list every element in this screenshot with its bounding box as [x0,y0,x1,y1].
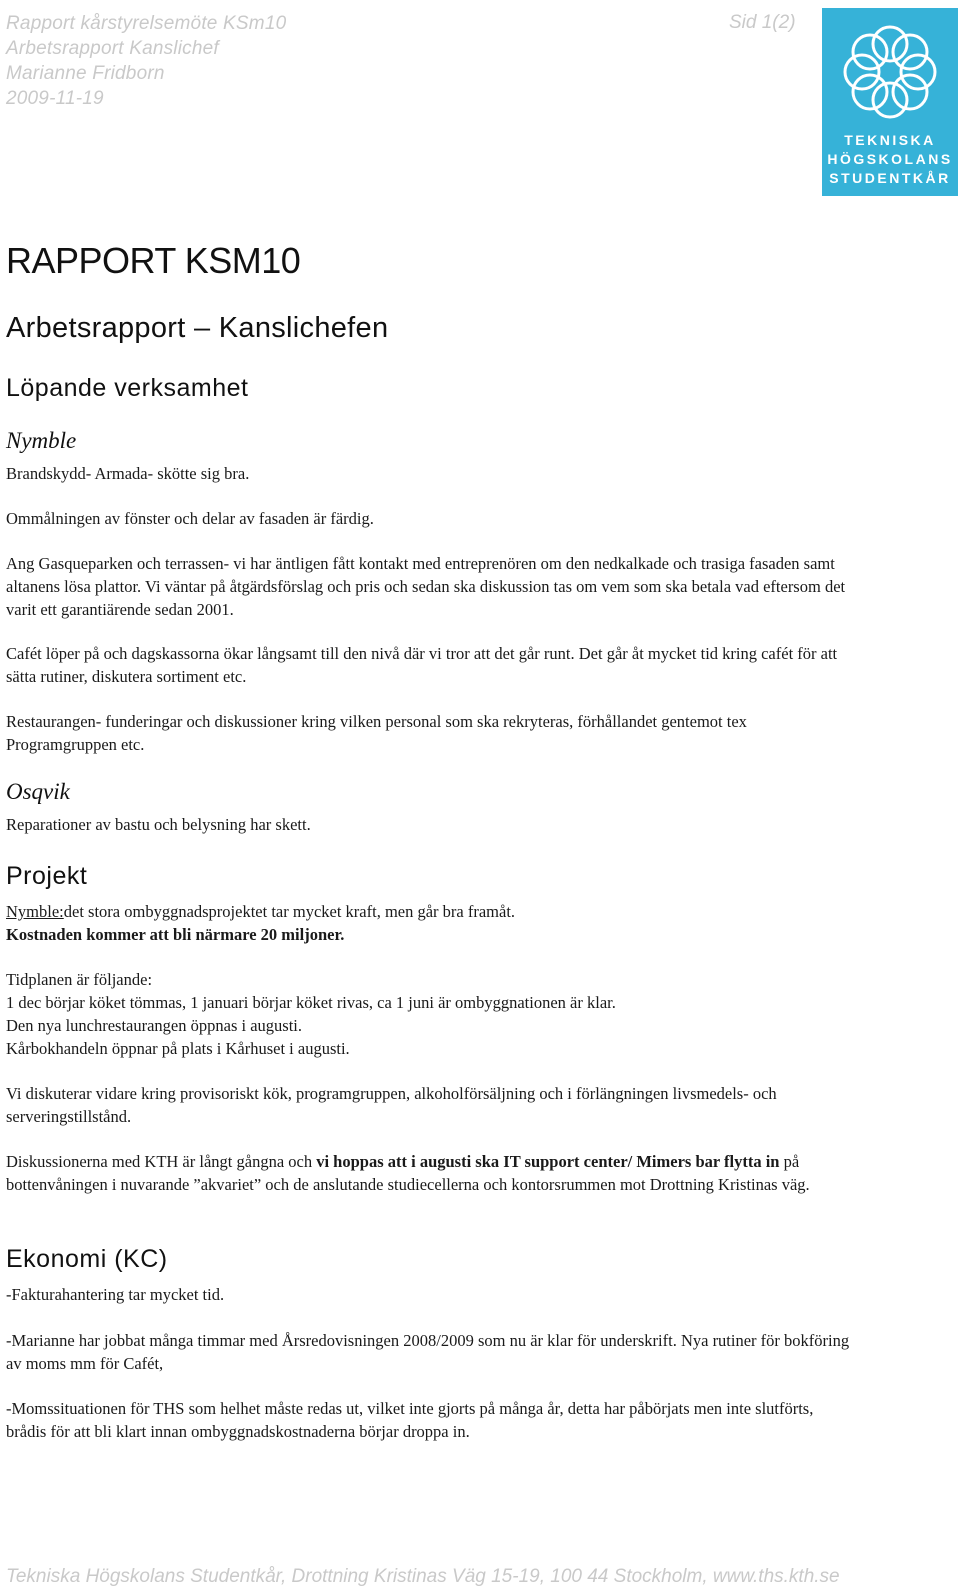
paragraph-osqvik: Reparationer av bastu och belysning har skett. [6,815,311,834]
paragraph-arsredovisning: -Marianne har jobbat många timmar med Årsredovisningen 2008/2009 som nu är klar för underskrift. Nya rutiner för bokföring av moms mm för Cafét, [6,1331,850,1373]
paragraph-cafet [6,642,856,688]
paragraph-kth [6,1150,856,1196]
paragraph-gasqueparken [6,552,856,621]
header-report-title: Rapport kårstyrelsemöte KSm10 [6,13,287,34]
paragraph-kth-part2: på bottenvåningen i nuvarande ”akvariet” och de anslutande studiecellerna och kontorsrummen mot Drottning Kristinas väg. [6,1152,810,1194]
document-title: RAPPORT KSM10 [6,240,301,281]
section-heading-ekonomi: Ekonomi (KC) [6,1245,168,1273]
document-subtitle: Arbetsrapport – Kanslichefen [6,312,389,344]
paragraph-cafet-part2: Det går åt mycket tid kring cafét för att sätta rutiner, diskutera sortiment etc. [6,644,838,686]
nymble-label: Nymble: [6,902,64,921]
subheading-nymble: Nymble [6,428,77,453]
ths-logo [822,8,958,196]
paragraph-momssituation: -Momssituationen för THS som helhet måste redas ut, vilket inte gjorts på många år, detta har påbörjats men inte slutförts, brådis för att bli klart innan ombyggnadskostnaderna börjar droppa in. [6,1399,814,1441]
paragraph-gasqueparken-part2: Vi väntar på åtgärdsförslag och pris och sedan ska diskussion tas om vem som ska betala vad eftersom det varit ett garantiärende sedan 2001. [6,577,846,619]
footer-address: Tekniska Högskolans Studentkår, Drottning Kristinas Väg 15-19, 100 44 Stockholm, www.ths.kth.se [6,1566,840,1587]
paragraph-ommalning: Ommålningen av fönster och delar av fasaden är färdig. [6,509,374,528]
nymble-project-text: det stora ombyggnadsprojektet tar mycket kraft, men går bra framåt. [63,902,516,921]
logo-text-line3: STUDENTKÅR [829,170,951,186]
paragraph-tidplan-intro: Tidplanen är följande: [6,970,153,989]
header-report-subtitle: Arbetsrapport Kanslichef [6,38,219,59]
paragraph-karbokhandeln: Kårbokhandeln öppnar på plats i Kårhuset i augusti. [6,1039,350,1058]
paragraph-kth-part1: Diskussionerna med KTH är långt gångna och [6,1152,313,1171]
paragraph-nymble-project [6,900,856,923]
paragraph-tidplan-koket: 1 dec börjar köket tömmas, 1 januari börjar köket rivas, ca 1 juni är ombyggnationen är klar. [6,993,616,1012]
paragraph-diskuterar: Vi diskuterar vidare kring provisoriskt kök, programgruppen, alkoholförsäljning och i förlängningen livsmedels- och serveringstillstånd. [6,1084,777,1126]
paragraph-fakturahantering: -Fakturahantering tar mycket tid. [6,1285,225,1304]
paragraph-cafet-part1: Cafét löper på och dagskassorna ökar långsamt till den nivå där vi tror att det går runt. [6,644,575,663]
paragraph-kostnad: Kostnaden kommer att bli närmare 20 miljoner. [6,925,345,944]
section-heading-lopande: Löpande verksamhet [6,374,249,402]
paragraph-gasqueparken-part1: Ang Gasqueparken och terrassen- vi har äntligen fått kontakt med entreprenören om den nedkalkade och trasiga fasaden samt altanens lösa plattor. [6,554,835,596]
page-number: Sid 1(2) [729,12,796,33]
logo-text-line2: HÖGSKOLANS [827,151,953,167]
rings-emblem-icon [822,8,958,128]
paragraph-lunchrestaurang: Den nya lunchrestaurangen öppnas i augusti. [6,1016,303,1035]
paragraph-brandskydd: Brandskydd- Armada- skötte sig bra. [6,464,250,483]
header-author: Marianne Fridborn [6,63,165,84]
paragraph-kth-bold: vi hoppas att i augusti ska IT support center/ Mimers bar flytta in [316,1152,780,1171]
section-heading-projekt: Projekt [6,862,88,890]
paragraph-restaurangen: Restaurangen- funderingar och diskussioner kring vilken personal som ska rekryteras, förhållandet gentemot tex Programgruppen etc. [6,712,747,754]
logo-text-line1: TEKNISKA [844,132,936,148]
header-date: 2009-11-19 [6,88,104,109]
subheading-osqvik: Osqvik [6,779,70,804]
